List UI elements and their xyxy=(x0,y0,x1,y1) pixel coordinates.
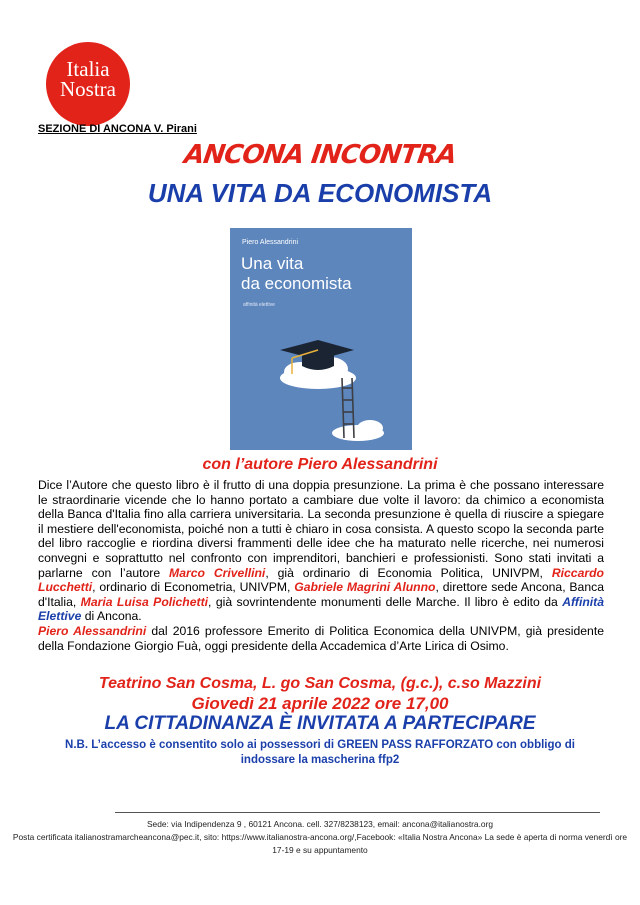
cover-author: Piero Alessandrini xyxy=(242,239,299,246)
description-text: Dice l’Autore che questo libro è il frutto di una doppia presunzione. La prima è che possano interessare le straordinarie vicende che lo hanno portato a cambiare due volte il lavoro: da chimico a economista della Banca d'Italia fino alla carriera universitaria. La seconda presunzione è quella di riuscire a spiegare il mestiere dell'economista, poiché non a tutti è chiaro in cosa consista. A questo scopo la seconda parte del libro raccoglie e riordina diversi frammenti delle idee che ha maturato nelle ricerche, nei numerosi convegni e soprattutto nel confronto con imprenditori, banchieri e professionisti. Sono stati invitati a parlarne con l’autore xyxy=(38,478,604,580)
cover-title-line2: da economista xyxy=(241,274,352,293)
speaker-name: Gabriele Magrini Alunno xyxy=(294,580,436,595)
footer-divider xyxy=(115,812,600,813)
cover-title-line1: Una vita xyxy=(241,254,304,273)
author-bio: dal 2016 professore Emerito di Politica Economica della UNIVPM, già presidente della Fondazione Giorgio Fuà, oggi presidente della Accademica d’Arte Lirica di Osimo. xyxy=(38,623,604,653)
logo-line1: Italia xyxy=(66,57,110,81)
book-title-heading: UNA VITA DA ECONOMISTA xyxy=(147,178,493,208)
speaker-name: Riccardo Lucchetti xyxy=(38,565,604,595)
venue: Teatrino San Cosma, L. go San Cosma, (g.c.), c.so Mazzini xyxy=(98,675,542,692)
logo-line2: Nostra xyxy=(60,77,116,101)
speaker-name: Maria Luisa Polichetti xyxy=(80,594,209,609)
footer xyxy=(10,818,630,857)
speaker-name: Marco Crivellini xyxy=(169,565,266,580)
section-heading: SEZIONE DI ANCONA V. Pirani xyxy=(38,123,197,135)
event-description xyxy=(38,478,604,653)
description-text: , già sovrintendente monumenti delle Marche. Il libro è edito da xyxy=(208,594,563,609)
cover-publisher: affinità elettive xyxy=(243,302,275,308)
event-date-time: Giovedì 21 aprile 2022 ore 17,00 xyxy=(191,694,449,713)
footer-info: Posta certificata italianostramarcheancona@pec.it, sito: https://www.italianostra-ancona.org/,Facebook: «Italia Nostra Ancona» La sede è aperta di norma venerdì ore 17-19 e su appuntamento xyxy=(12,832,628,855)
footer-contacts: Sede: via Indipendenza 9 , 60121 Ancona. cell. 327/8238123, email: ancona@italianostra.org xyxy=(146,819,494,829)
with-author-heading: con l’autore Piero Alessandrini xyxy=(202,456,438,473)
italia-nostra-logo xyxy=(46,42,130,126)
access-notice: N.B. L’accesso è consentito solo ai possessori di GREEN PASS RAFFORZATO con obbligo di indossare la mascherina ffp2 xyxy=(65,739,575,766)
event-series-title: ANCONA INCONTRA xyxy=(182,140,458,170)
cover-illustration xyxy=(230,228,412,450)
description-text: , già ordinario di Economia Politica, UNIVPM, xyxy=(265,565,552,580)
book-cover xyxy=(230,228,412,450)
description-text: di Ancona. xyxy=(81,609,142,624)
description-text: , ordinario di Econometria, UNIVPM, xyxy=(92,580,295,595)
author-name: Piero Alessandrini xyxy=(38,623,147,638)
invitation-banner: LA CITTADINANZA È INVITATA A PARTECIPARE xyxy=(104,713,536,734)
description-text: , direttore sede Ancona, Banca d'Italia, xyxy=(38,580,604,609)
publisher-name: Affinità Elettive xyxy=(38,594,605,624)
